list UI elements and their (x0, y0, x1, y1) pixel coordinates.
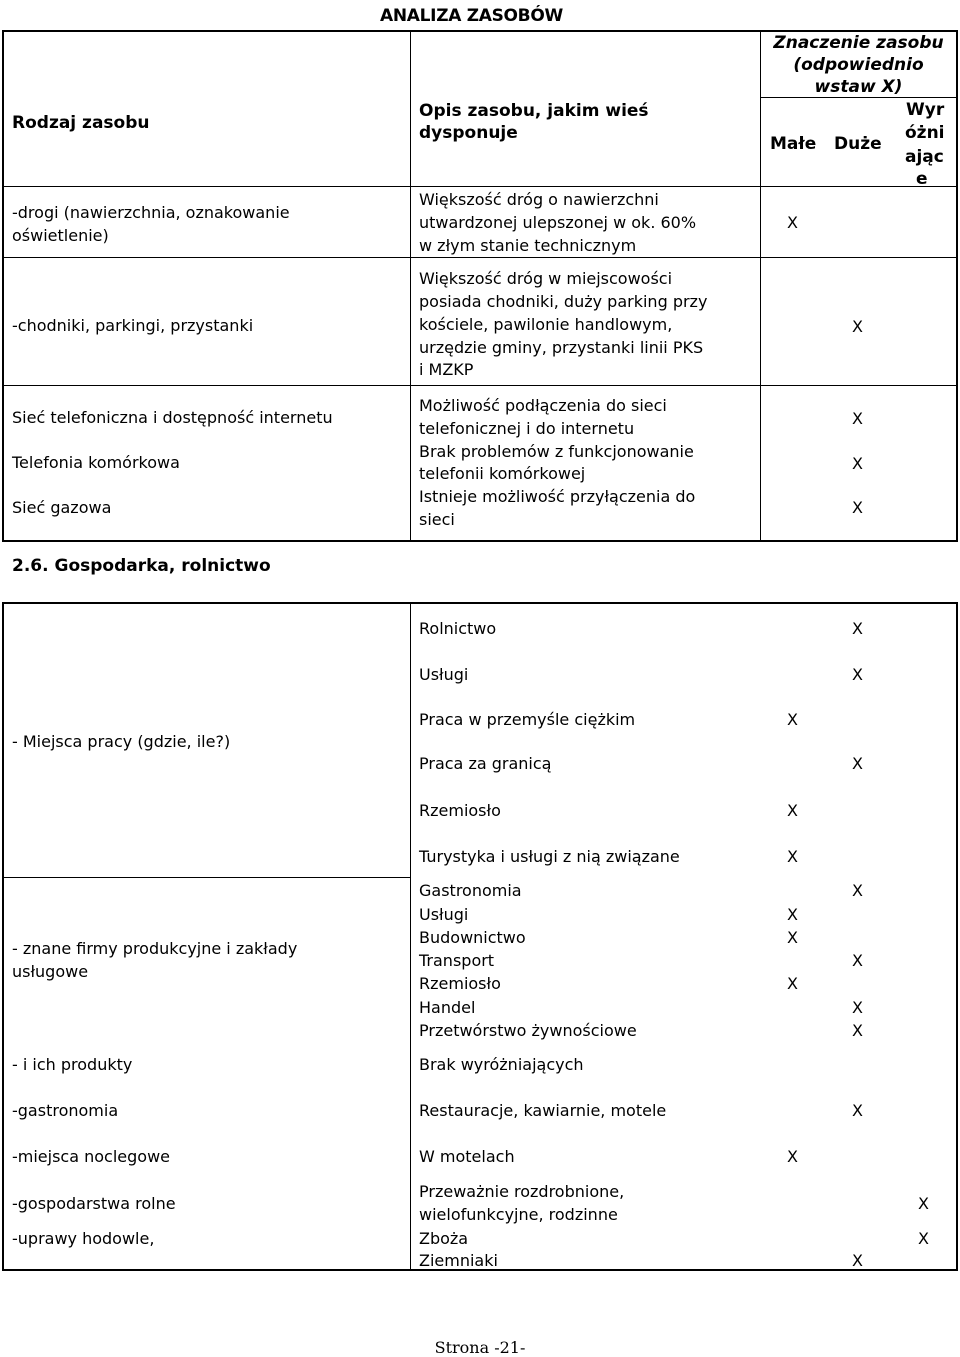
firms-item: Handel (419, 998, 476, 1017)
mark-duze: X (852, 881, 863, 900)
gastro-desc: Restauracje, kawiarnie, motele (419, 1101, 667, 1120)
resource-desc: posiada chodniki, duży parking przy (419, 292, 708, 311)
firms-item: Przetwórstwo żywnościowe (419, 1021, 637, 1040)
products-desc: Brak wyróżniających (419, 1055, 584, 1074)
mark-male: X (787, 213, 798, 232)
table-border-right (956, 30, 958, 541)
mark-male: X (787, 1147, 798, 1166)
resource-type: oświetlenie) (12, 226, 109, 245)
crops-item: Zboża (419, 1229, 469, 1248)
mark-duze: X (852, 454, 863, 473)
table-border-bottom (2, 540, 958, 542)
crops-label: -uprawy hodowle, (12, 1229, 155, 1248)
resource-desc: w złym stanie technicznym (419, 236, 637, 255)
header-wyrozniajace (906, 99, 944, 121)
header-wyr-line: Wyr (906, 100, 945, 120)
jobs-label: - Miejsca pracy (gdzie, ile?) (12, 732, 231, 751)
farms-label: -gospodarstwa rolne (12, 1194, 176, 1213)
mark-duze: X (852, 498, 863, 517)
mark-duze: X (852, 409, 863, 428)
header-znaczenie: wstaw X) (814, 77, 903, 97)
firms-item: Usługi (419, 905, 469, 924)
resource-desc: telefonicznej i do internetu (419, 419, 635, 438)
jobs-item: Usługi (419, 665, 469, 684)
resource-desc: urzędzie gminy, przystanki linii PKS (419, 338, 704, 357)
resource-desc: Istnieje możliwość przyłączenia do (419, 487, 696, 506)
header-wyrozniajace: óżni (905, 123, 945, 143)
firms-item: Transport (419, 951, 495, 970)
mark-wyrozniajace: X (918, 1194, 929, 1213)
resource-type: -drogi (nawierzchnia, oznakowanie (12, 203, 290, 222)
header-opis: Opis zasobu, jakim wieś (419, 101, 649, 121)
resource-desc: Brak problemów z funkcjonowanie (419, 442, 694, 461)
resource-desc: Większość dróg o nawierzchni (419, 190, 659, 209)
firms-item: Rzemiosło (419, 974, 501, 993)
mark-duze: X (852, 998, 863, 1017)
resource-desc: telefonii komórkowej (419, 464, 586, 483)
header-znaczenie: (odpowiednio (793, 55, 924, 75)
page-footer: Strona -21- (434, 1338, 526, 1357)
firms-item: Gastronomia (419, 881, 522, 900)
resource-desc: i MZKP (419, 360, 474, 379)
lodging-label: -miejsca noclegowe (12, 1147, 171, 1166)
header-wyrozniajace: e (916, 169, 928, 189)
resource-desc: kościele, pawilonie handlowym, (419, 315, 673, 334)
resource-desc: sieci (419, 510, 455, 529)
column-divider (410, 602, 411, 1270)
farms-desc: Przeważnie rozdrobnione, (419, 1182, 625, 1201)
products-label: - i ich produkty (12, 1055, 133, 1074)
mark-wyrozniajace: X (918, 1229, 929, 1248)
mark-duze: X (852, 754, 863, 773)
header-duze: Duże (834, 134, 882, 154)
resource-desc: Większość dróg w miejscowości (419, 269, 673, 288)
firms-item: Budownictwo (419, 928, 526, 947)
mark-male: X (787, 801, 798, 820)
header-wyrozniajace: ając (905, 147, 944, 167)
jobs-item: Rzemiosło (419, 801, 501, 820)
row-divider (2, 186, 957, 187)
jobs-item: Rolnictwo (419, 619, 497, 638)
mark-male: X (787, 928, 798, 947)
mark-male: X (787, 847, 798, 866)
resource-type: Sieć gazowa (12, 498, 112, 517)
mark-male: X (787, 974, 798, 993)
jobs-item: Praca w przemyśle ciężkim (419, 710, 636, 729)
lodging-desc: W motelach (419, 1147, 515, 1166)
row-divider (2, 385, 957, 386)
mark-duze: X (852, 665, 863, 684)
gastro-label: -gastronomia (12, 1101, 119, 1120)
mark-duze: X (852, 619, 863, 638)
mark-duze: X (852, 1251, 863, 1270)
section-heading: 2.6. Gospodarka, rolnictwo (12, 556, 271, 576)
resource-desc: Możliwość podłączenia do sieci (419, 396, 667, 415)
mark-duze: X (852, 951, 863, 970)
mark-male: X (787, 905, 798, 924)
jobs-item: Turystyka i usługi z nią związane (419, 847, 680, 866)
resource-desc: utwardzonej ulepszonej w ok. 60% (419, 213, 697, 232)
resource-type: Sieć telefoniczna i dostępność internetu (12, 408, 333, 427)
table-border-left (2, 602, 4, 1270)
mark-duze: X (852, 317, 863, 336)
header-znaczenie: Znaczenie zasobu (773, 33, 944, 53)
column-divider (760, 30, 761, 541)
mark-male: X (787, 710, 798, 729)
header-male: Małe (770, 134, 817, 154)
table-border-top (2, 602, 958, 604)
mark-duze: X (852, 1101, 863, 1120)
firms-label: usługowe (12, 962, 89, 981)
row-divider (2, 877, 411, 878)
resource-type: Telefonia komórkowa (12, 453, 180, 472)
row-divider (2, 257, 957, 258)
table-border-right (956, 602, 958, 1270)
column-divider (410, 30, 411, 541)
crops-item: Ziemniaki (419, 1251, 498, 1270)
resource-type: -chodniki, parkingi, przystanki (12, 316, 254, 335)
header-rodzaj: Rodzaj zasobu (12, 113, 150, 133)
mark-duze: X (852, 1021, 863, 1040)
farms-desc: wielofunkcyjne, rodzinne (419, 1205, 618, 1224)
table-border-left (2, 30, 4, 541)
page-title: ANALIZA ZASOBÓW (380, 6, 563, 26)
firms-label: - znane firmy produkcyjne i zakłady (12, 939, 298, 958)
jobs-item: Praca za granicą (419, 754, 552, 773)
header-opis: dysponuje (419, 123, 518, 143)
